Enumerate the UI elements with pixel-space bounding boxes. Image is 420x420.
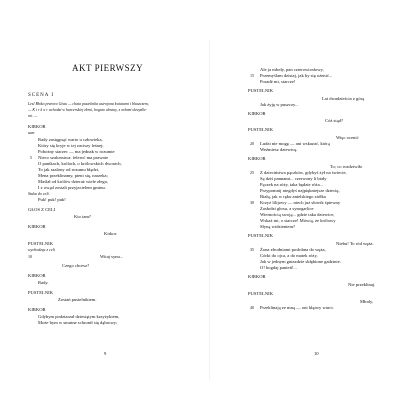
verse-line: Czego chcesz? <box>62 263 90 268</box>
verse-line: Maślał od królów dzieraż wiele złego, <box>38 179 109 184</box>
verse-line: O! bogdaj panień!... <box>260 265 297 270</box>
verse-line: To; co rozdziwiło <box>330 164 363 169</box>
line-number: 30 <box>250 200 254 205</box>
verse-line: Kirkor. <box>104 231 118 236</box>
speaker-name: PUSTELNIK <box>248 233 274 238</box>
stage-direction: wychodząc z celi <box>28 247 55 252</box>
verse-line: Może bym w smutne schronił się dąbrowy; <box>38 320 118 325</box>
verse-line: Kto tam? <box>74 214 91 219</box>
stage-direction: Stuka do celi. <box>28 191 50 196</box>
speaker-name: GŁOS Z CELI <box>28 207 56 212</box>
act-title: AKT PIERWSZY <box>72 63 144 73</box>
speaker-name: PUSTELNIK <box>28 241 54 246</box>
verse-line: Puk! puk! puk! <box>38 197 66 202</box>
verse-line: Przemyślam dzisiaj, jak by się ożenić... <box>260 73 333 78</box>
verse-line: Wskaż mi, o starcze! Mówią, że królowy <box>260 218 336 223</box>
verse-line: Który się kryje w tej zaciszy leśnej; <box>38 143 104 148</box>
speaker-name: KIRKOR <box>28 307 46 312</box>
verse-line: Jak żyję w puszczy... <box>260 102 299 107</box>
verse-line: Więc ocenić <box>336 135 359 140</box>
verse-line: Jak w jednym gniazdzie skłębione gadzinie. <box>260 259 341 264</box>
speaker-name: KIRKOR <box>28 273 46 278</box>
speaker-name: PUSTELNIK <box>28 290 54 295</box>
verse-line: Krzyż lilijowy — niech już słowik śpiewny <box>260 200 341 205</box>
verse-line: To jak szalony od rozumu błądzi, <box>38 167 100 172</box>
verse-line: I z owąd zostali przyjacielem gminu. <box>38 185 106 190</box>
verse-line: Lat dwadzieścia z górą <box>322 96 365 101</box>
speaker-name: KIRKOR <box>248 156 266 161</box>
verse-line: Rady zasięgnąć warto u człowieka, <box>38 137 103 142</box>
verse-line: Są dziś pannami... czerwony li biały <box>260 176 327 181</box>
line-number: 5 <box>30 155 32 160</box>
line-number: 40 <box>250 305 254 310</box>
speaker-name: KIRKOR <box>248 111 266 116</box>
verse-line: Pobożny starzec — ma jednak w rozumie <box>38 149 115 154</box>
page-number: 10 <box>314 351 319 356</box>
line-number: 20 <box>250 141 254 146</box>
speaker-name: KIRKOR <box>28 124 46 129</box>
verse-line: Młody, <box>360 299 374 304</box>
stage-direction: sam <box>28 130 35 135</box>
line-number: 10 <box>28 254 32 259</box>
verse-line: Pączek na róży, taka będzie róża... <box>260 182 324 187</box>
verse-line: Gdybym podziarzał dziesiątym krzyżykiem, <box>38 314 120 319</box>
speaker-name: PUSTELNIK <box>248 291 274 296</box>
stage-direction-line: — K i r k o r wchodzi w harcerskiej zbroi, bogato ubrany, z orłami skrzydla- <box>28 108 147 112</box>
line-number: 35 <box>250 247 254 252</box>
line-number: 15 <box>250 73 254 78</box>
verse-line: Ludzi nie mogę — ani wskazać, którą <box>260 141 330 146</box>
speaker-name: KIRKOR <box>28 224 46 229</box>
verse-line: Córki do ojca, a do matek róży, <box>260 253 318 258</box>
verse-line: Wiernością swoją... gdzie taka dziewice, <box>260 212 335 217</box>
verse-line: Niebu! To ród węża. <box>336 241 374 246</box>
scene-title: SCENA I <box>28 93 55 98</box>
verse-line: Przeklinają ze mną — oni kłątwy warci. <box>260 305 334 310</box>
speaker-name: PUSTELNIK <box>248 88 274 93</box>
stage-direction-line: Lesl Błoko przeora Gistu — chata pustelnika ustrojona kwiatami i bluszczem, <box>28 102 149 106</box>
verse-line: Żona złrodniami posłobna do węża, <box>260 247 326 252</box>
verse-line: Poradź mi, starcze! <box>260 79 296 84</box>
verse-line: Ale ja młody, pan czterowiosłowy, <box>260 67 324 72</box>
verse-line: Przypomnij niegdyś najpiękniejsze dziecię, <box>260 188 340 193</box>
verse-line: Białą, jak w ręku anielskiego ziółka <box>260 194 326 199</box>
verse-line: Cóż stąd? <box>325 118 343 123</box>
speaker-name: KIRKOR <box>248 274 266 279</box>
verse-line: Mena przeklinamy, pieni się, narzeka; <box>38 173 108 178</box>
verse-line: O panikach, królach, o królowskich dworach, <box>38 161 122 166</box>
line-number: 25 <box>250 170 254 175</box>
verse-line: Witaj synu... <box>100 254 124 259</box>
verse-line: Słyną widzieniem? <box>260 224 296 229</box>
page-number: 9 <box>104 351 107 356</box>
verse-line: Nieco szalonstwa: feleroć ma prawnie <box>38 155 109 160</box>
verse-line: Weźmiesz dziewicę. <box>260 147 298 152</box>
verse-line: Nie przeklinaj. <box>348 282 376 287</box>
verse-line: Zasłodzi głosu, a synogarlice <box>260 206 314 211</box>
right-page <box>210 0 420 420</box>
verse-line: Rady. <box>38 280 49 285</box>
speaker-name: PUSTELNIK <box>248 127 274 132</box>
stage-direction-line: mi. — <box>28 114 38 118</box>
verse-line: Zostań pustelnikiem. <box>58 297 97 302</box>
verse-line: Z dzieciństwa pączków, gdybyś żył na świecie, <box>260 170 347 175</box>
